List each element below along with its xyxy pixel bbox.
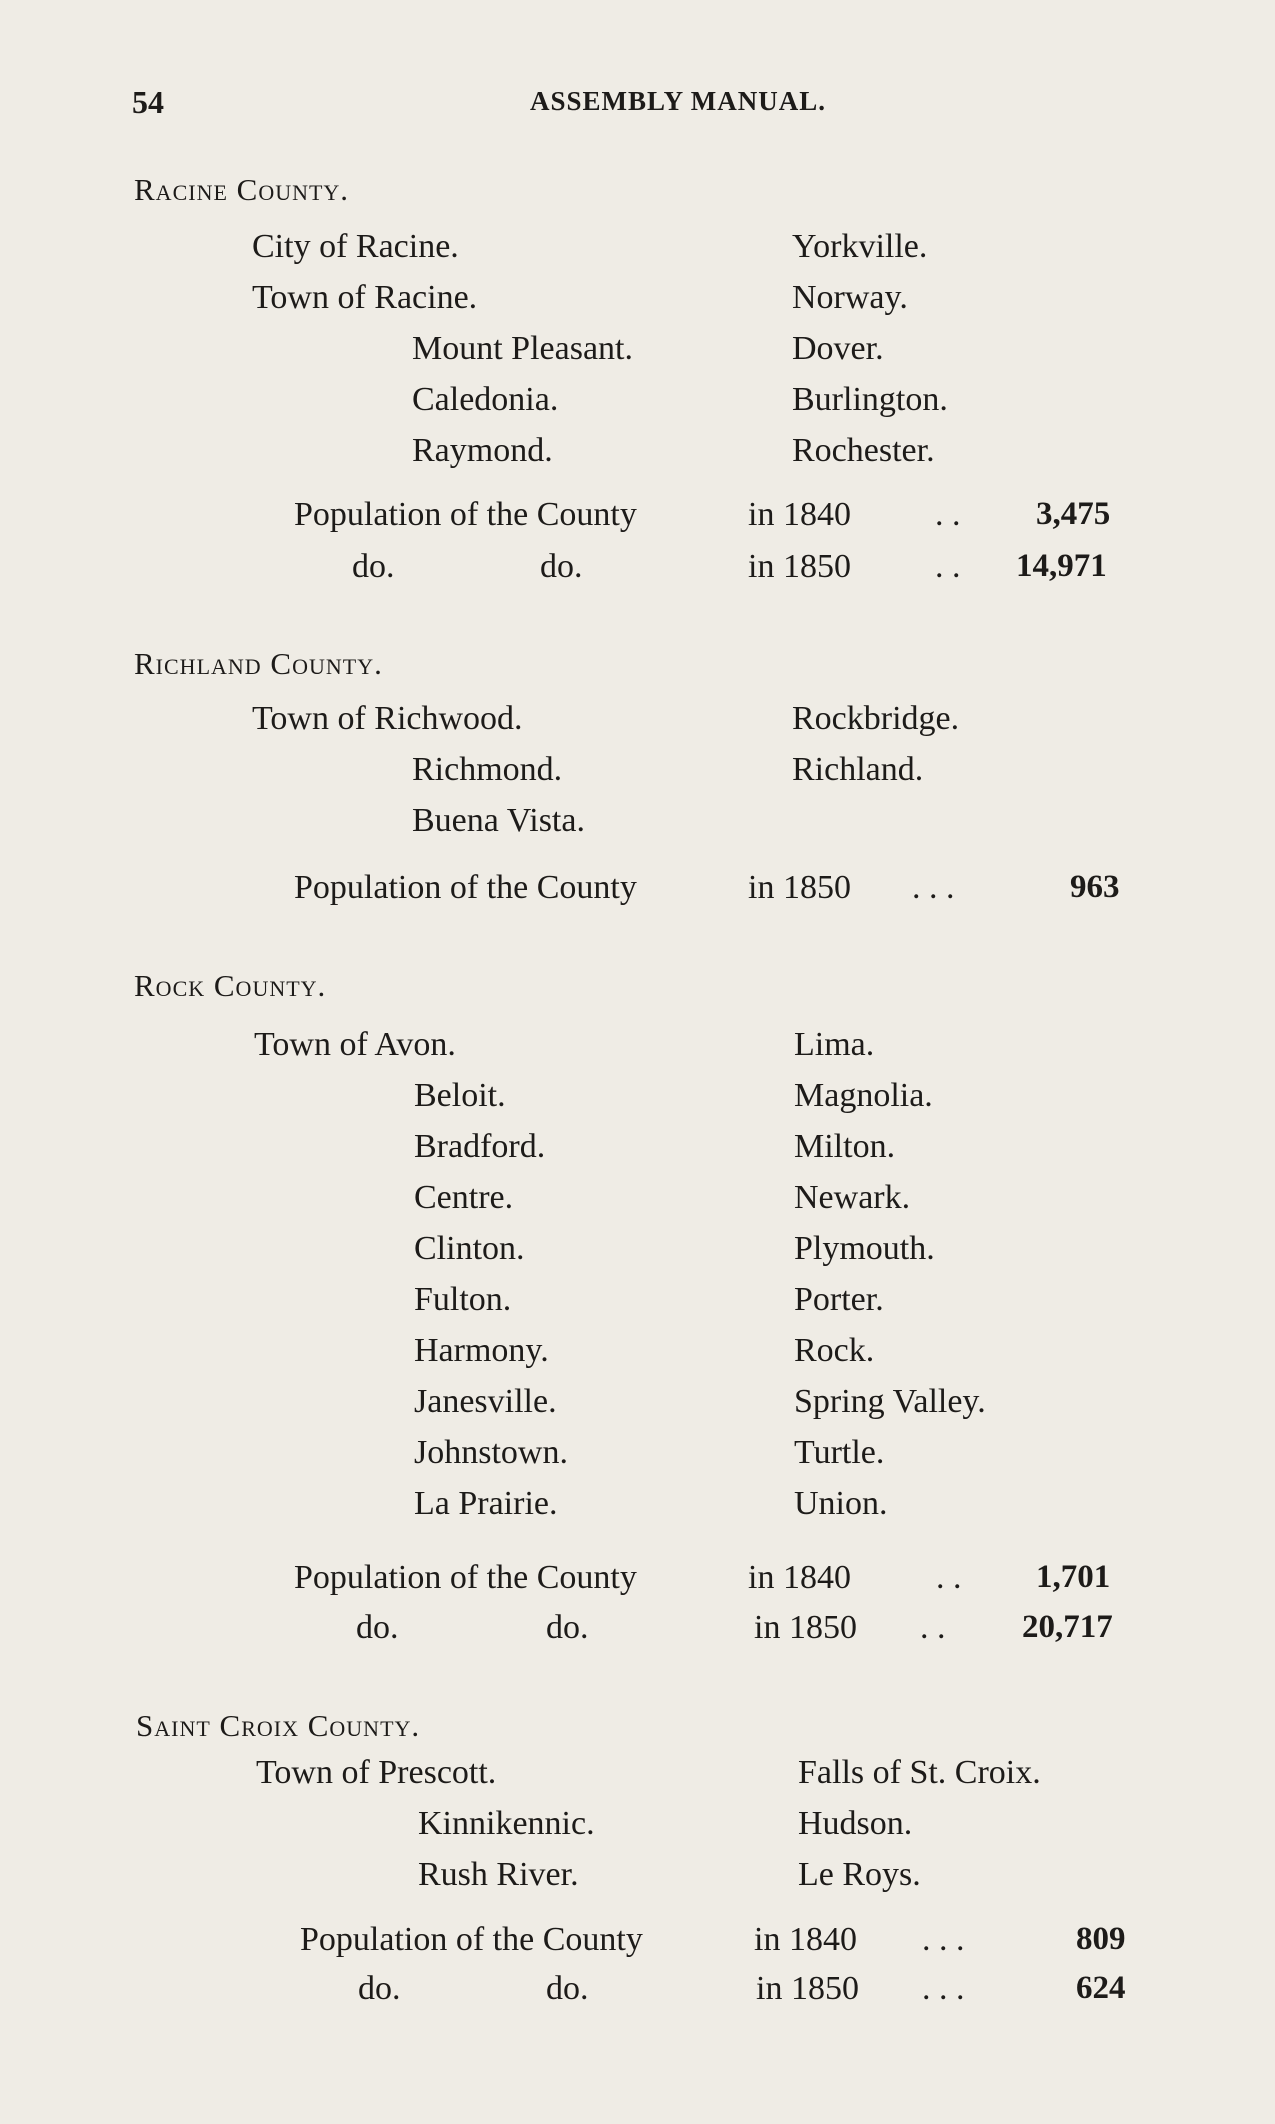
town-entry: Caledonia. — [412, 381, 559, 418]
leader-dots: . . . — [922, 1921, 965, 1958]
population-label: Population of the County — [294, 1559, 637, 1596]
town-entry: Mount Pleasant. — [412, 330, 633, 367]
town-entry: Hudson. — [798, 1805, 913, 1842]
town-entry: Rush River. — [418, 1856, 579, 1893]
town-entry: Town of Racine. — [252, 279, 478, 316]
population-year: in 1840 — [754, 1921, 857, 1958]
population-value: 963 — [1070, 869, 1120, 905]
town-entry: Town of Avon. — [254, 1026, 456, 1063]
town-entry: Newark. — [794, 1179, 911, 1216]
town-entry: Bradford. — [414, 1128, 546, 1165]
population-year: in 1840 — [748, 1559, 851, 1596]
town-entry: Magnolia. — [794, 1077, 933, 1114]
town-entry: Rochester. — [792, 432, 935, 469]
town-entry: Norway. — [792, 279, 908, 316]
town-entry: Buena Vista. — [412, 802, 585, 839]
town-entry: Union. — [794, 1485, 888, 1522]
population-value: 809 — [1076, 1921, 1126, 1957]
section-heading: Richland County. — [134, 646, 383, 681]
ditto-mark: do. — [352, 548, 395, 585]
town-entry: Lima. — [794, 1026, 875, 1063]
population-value: 14,971 — [1016, 548, 1107, 584]
ditto-mark: do. — [540, 548, 583, 585]
running-title: ASSEMBLY MANUAL. — [530, 86, 827, 116]
section-heading: Rock County. — [134, 968, 327, 1003]
population-value: 3,475 — [1036, 496, 1111, 532]
leader-dots: . . . — [912, 869, 955, 906]
leader-dots: . . — [935, 496, 961, 533]
town-entry: La Prairie. — [414, 1485, 558, 1522]
town-entry: Milton. — [794, 1128, 896, 1165]
ditto-mark: do. — [546, 1970, 589, 2007]
population-year: in 1850 — [748, 869, 851, 906]
town-entry: Janesville. — [414, 1383, 557, 1420]
leader-dots: . . . — [922, 1970, 965, 2007]
population-year: in 1850 — [754, 1609, 857, 1646]
town-entry: Kinnikennic. — [418, 1805, 595, 1842]
town-entry: Richland. — [792, 751, 924, 788]
town-entry: Rockbridge. — [792, 700, 960, 737]
town-entry: Town of Richwood. — [252, 700, 523, 737]
town-entry: City of Racine. — [252, 228, 459, 265]
town-entry: Dover. — [792, 330, 884, 367]
town-entry: Town of Prescott. — [256, 1754, 497, 1791]
town-entry: Turtle. — [794, 1434, 885, 1471]
town-entry: Porter. — [794, 1281, 884, 1318]
town-entry: Richmond. — [412, 751, 563, 788]
section-heading: Racine County. — [134, 172, 350, 207]
leader-dots: . . — [920, 1609, 946, 1646]
town-entry: Le Roys. — [798, 1856, 921, 1893]
town-entry: Clinton. — [414, 1230, 525, 1267]
town-entry: Johnstown. — [414, 1434, 568, 1471]
ditto-mark: do. — [356, 1609, 399, 1646]
town-entry: Beloit. — [414, 1077, 506, 1114]
town-entry: Yorkville. — [792, 228, 928, 265]
population-value: 20,717 — [1022, 1609, 1113, 1645]
population-value: 624 — [1076, 1970, 1126, 2006]
town-entry: Harmony. — [414, 1332, 549, 1369]
population-label: Population of the County — [294, 496, 637, 533]
ditto-mark: do. — [358, 1970, 401, 2007]
section-heading: Saint Croix County. — [136, 1708, 421, 1743]
town-entry: Centre. — [414, 1179, 514, 1216]
population-year: in 1850 — [748, 548, 851, 585]
population-value: 1,701 — [1036, 1559, 1111, 1595]
town-entry: Raymond. — [412, 432, 553, 469]
page-number: 54 — [132, 84, 164, 120]
population-year: in 1840 — [748, 496, 851, 533]
leader-dots: . . — [935, 548, 961, 585]
town-entry: Plymouth. — [794, 1230, 935, 1267]
ditto-mark: do. — [546, 1609, 589, 1646]
town-entry: Falls of St. Croix. — [798, 1754, 1041, 1791]
population-label: Population of the County — [300, 1921, 643, 1958]
town-entry: Burlington. — [792, 381, 948, 418]
town-entry: Spring Valley. — [794, 1383, 986, 1420]
town-entry: Fulton. — [414, 1281, 512, 1318]
town-entry: Rock. — [794, 1332, 875, 1369]
population-label: Population of the County — [294, 869, 637, 906]
leader-dots: . . — [936, 1559, 962, 1596]
population-year: in 1850 — [756, 1970, 859, 2007]
